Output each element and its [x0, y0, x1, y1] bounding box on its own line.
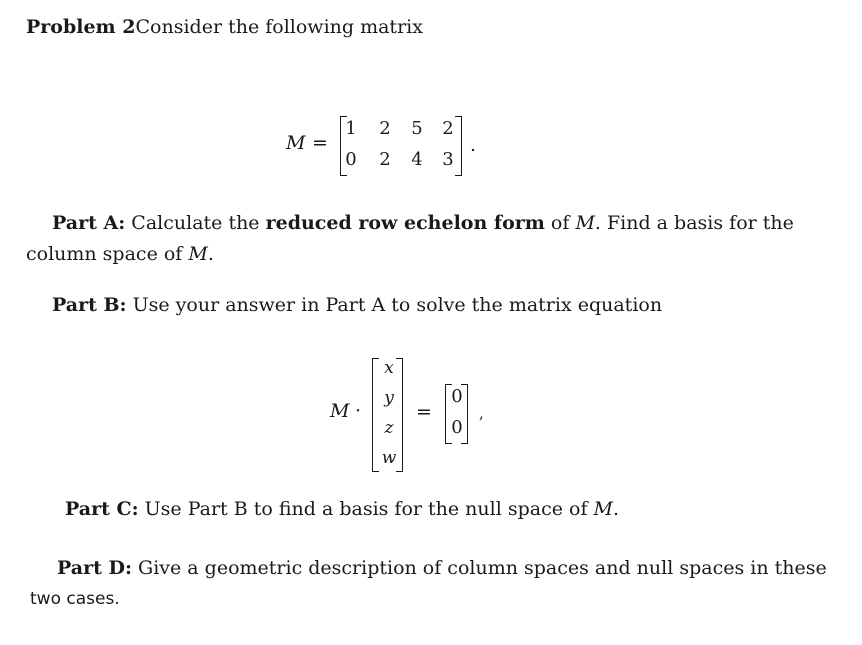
problem-intro: Consider the following matrix	[135, 16, 423, 38]
matrix-cell: 5	[411, 118, 423, 139]
problem-title: Problem 2	[26, 16, 136, 38]
part-d-line2	[30, 589, 120, 609]
part-a-text3: . Find a basis for the	[594, 212, 794, 234]
equation-lhs: M	[330, 400, 350, 422]
part-a-emphasis: reduced row echelon form	[265, 212, 545, 234]
part-d-line1	[57, 557, 827, 579]
matrix-cell: 2	[442, 118, 454, 139]
matrix-cell: 0	[345, 149, 357, 170]
part-a-text2: of	[550, 212, 570, 234]
equation-equals: =	[416, 401, 432, 423]
part-a-line2-text: column space of	[26, 243, 183, 265]
part-c-end: .	[613, 498, 620, 520]
part-b-label: Part B:	[52, 294, 127, 316]
part-d-line2-text: two cases.	[30, 589, 120, 609]
vector-entry: w	[381, 448, 397, 468]
equation-end-punct: ,	[479, 404, 484, 422]
matrix-cell: 4	[411, 149, 423, 170]
part-a-end: .	[207, 243, 214, 265]
vector-entry: x	[384, 358, 394, 378]
vector-entry: y	[384, 388, 394, 408]
zero-vector-entry: 0	[451, 386, 463, 407]
part-c-var: M	[593, 498, 614, 520]
matrix-cell: 1	[345, 118, 357, 139]
part-a-line2	[26, 243, 214, 265]
part-c-label: Part C:	[65, 498, 139, 520]
matrix-equals: =	[312, 132, 328, 154]
part-c-text: Use Part B to find a basis for the null space of	[144, 498, 588, 520]
part-a-var2: M	[188, 243, 208, 265]
problem-heading	[26, 16, 423, 38]
matrix-cell: 2	[379, 118, 391, 139]
matrix-cell: 2	[379, 149, 391, 170]
vector-entry: z	[384, 418, 394, 438]
part-a-text1: Calculate the	[131, 212, 260, 234]
part-b-text: Use your answer in Part A to solve the matrix equation	[132, 294, 663, 316]
matrix-end-punct: .	[470, 134, 477, 156]
vector-left-bracket	[372, 358, 379, 472]
part-a-label: Part A:	[52, 212, 126, 234]
equation-dot: ·	[355, 400, 362, 422]
part-a-line1	[52, 212, 794, 234]
part-d-label: Part D:	[57, 557, 132, 579]
part-d-text: Give a geometric description of column spaces and null spaces in these	[138, 557, 827, 579]
zero-vector-entry: 0	[451, 417, 463, 438]
matrix-cell: 3	[442, 149, 454, 170]
matrix-name: M	[286, 132, 306, 154]
part-c-line	[65, 498, 619, 520]
part-a-var: M	[575, 212, 595, 234]
part-b-line	[52, 294, 662, 316]
